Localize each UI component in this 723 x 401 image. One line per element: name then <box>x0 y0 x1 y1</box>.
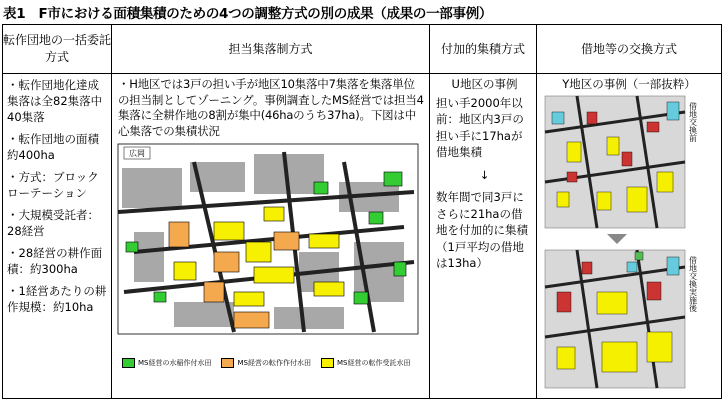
label-after: 借地交換実施後 <box>688 256 698 312</box>
col1-bullet: ・28経営の耕作面積：約300ha <box>7 246 103 276</box>
col4-heading: Y地区の事例（一部抜粋） <box>562 77 696 91</box>
legend-item: MS経営の転作受託水田 <box>321 358 410 368</box>
header-col4: 借地等の交換方式 <box>537 25 722 74</box>
map-legend <box>122 358 429 368</box>
col1-bullet: ・大規模受託者：28経営 <box>7 208 99 238</box>
col1-bullet: ・1経営あたりの耕作規模：約10ha <box>7 284 107 314</box>
col3-text2: 数年間で同3戸にさらに21haの借地を付加的に集積（1戸平均の借地は13ha） <box>436 190 528 270</box>
col1-bullet: ・方式：ブロックローテーション <box>7 170 99 200</box>
legend-item: MS経営の転作作付水田 <box>221 358 310 368</box>
header-col3: 付加的集積方式 <box>430 25 537 74</box>
header-col1: 転作団地の一括委託方式 <box>3 25 112 74</box>
col3-heading: U地区の事例 <box>451 77 518 91</box>
col1-bullet: ・転作団地の面積約400ha <box>7 132 99 162</box>
down-arrow-icon <box>607 234 627 244</box>
col3-text1: 担い手2000年以前：地区内3戸の担い手に17haが借地集積 <box>436 95 524 159</box>
legend-item: MS経営の水稲作付水田 <box>122 358 211 368</box>
h-district-map <box>112 142 429 368</box>
col1-cell <box>3 74 112 399</box>
col2-text: ・H地区では3戸の担い手が地区10集落中7集落を集落単位の担当制としてゾーニング。事例調査したMS経営では担当4集落に全耕作地の8割が集中(46haのうち37ha)。下図は中心集落での集積状況 <box>118 77 424 138</box>
down-arrow-icon: ↓ <box>479 167 490 182</box>
map-place-label: 広岡 <box>129 149 145 158</box>
table-title: 表1 F市における面積集積のための4つの調整方式の別の成果（成果の一部事例） <box>3 6 493 22</box>
col2-cell <box>112 74 430 399</box>
col3-cell <box>430 74 537 399</box>
label-before: 借地交換前 <box>688 102 698 142</box>
map-svg <box>114 142 430 354</box>
col1-bullet: ・転作団地化達成集落は全82集落中40集落 <box>7 78 103 124</box>
col4-cell <box>537 74 722 399</box>
exchange-map-svg <box>537 92 720 392</box>
results-table <box>2 24 722 399</box>
y-district-maps <box>537 92 721 392</box>
header-col2: 担当集落制方式 <box>112 25 430 74</box>
